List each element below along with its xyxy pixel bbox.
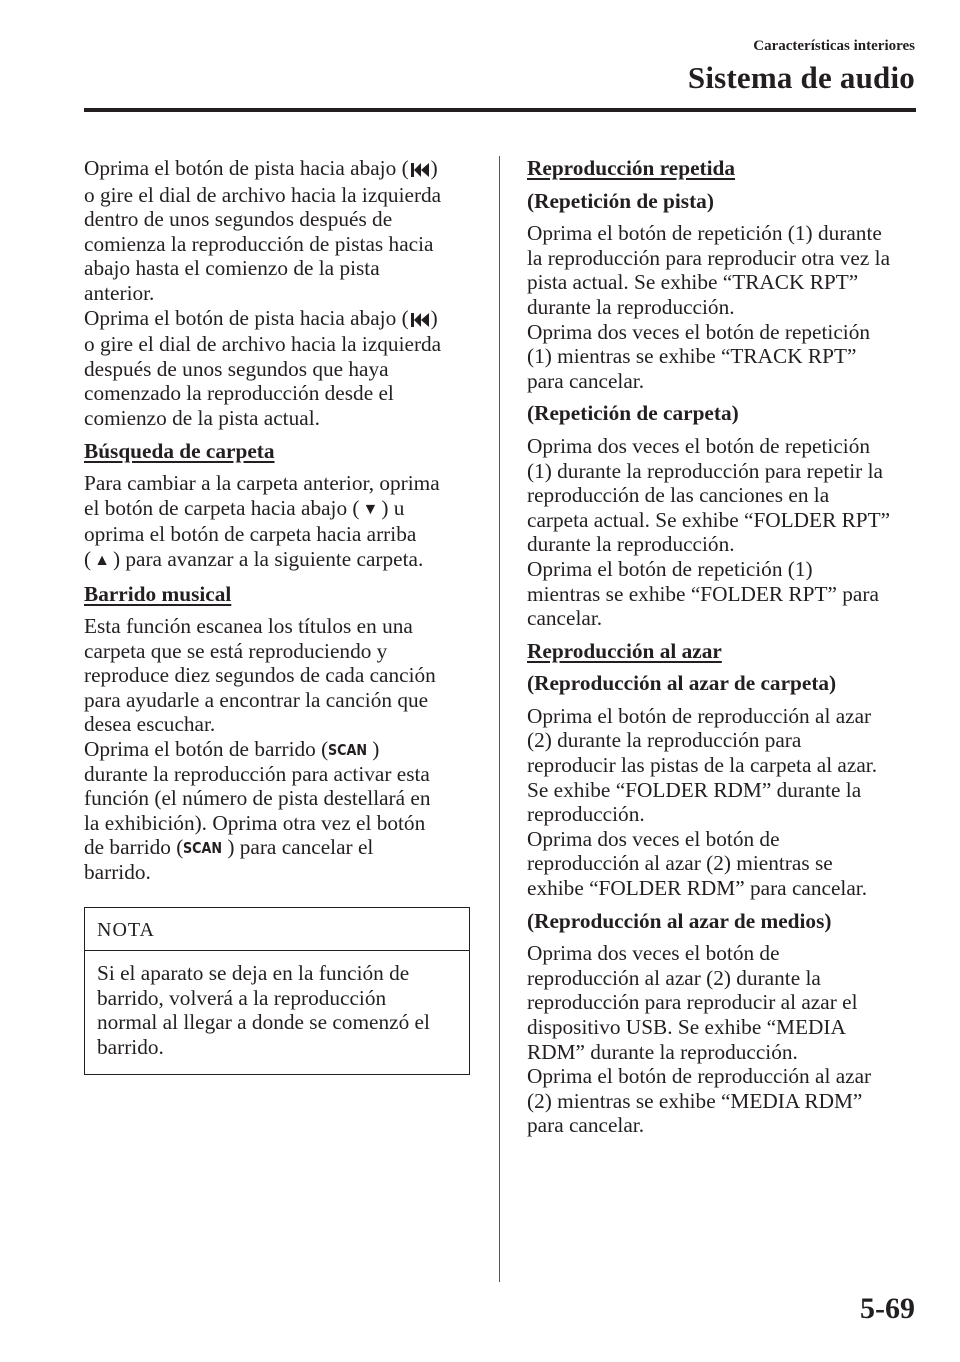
text-line: comenzado la reproducción desde el	[84, 381, 394, 406]
text-line: (2) mientras se exhibe “MEDIA RDM”	[527, 1088, 863, 1113]
text-line: Oprima dos veces el botón de repetición	[527, 433, 871, 458]
text-line: durante la reproducción.	[527, 532, 735, 557]
scan-icon: SCAN	[328, 741, 368, 760]
track-repeat-heading: (Repetición de pista)	[527, 188, 714, 213]
text-line: exhibe “FOLDER RDM” para cancelar.	[527, 876, 868, 901]
text-line: Oprima dos veces el botón de	[527, 826, 780, 851]
text-line: función (el número de pista destellará en	[84, 786, 431, 811]
folder-up-icon: ▲	[94, 551, 110, 569]
text-line: dispositivo USB. Se exhibe “MEDIA	[527, 1015, 846, 1039]
media-random-heading: (Reproducción al azar de medios)	[527, 908, 832, 933]
text-line: el botón de carpeta hacia abajo ( ▼ ) u	[84, 496, 474, 523]
text-line: reproduce diez segundos de cada canción	[84, 663, 436, 688]
scan-heading: Barrido musical	[84, 581, 232, 606]
text-line: para cancelar.	[527, 1113, 645, 1138]
text-line: barrido, volverá a la reproducción	[97, 985, 387, 1010]
folder-search-paragraph	[84, 471, 474, 573]
left-column	[84, 156, 474, 1075]
folder-repeat-paragraph	[527, 434, 927, 631]
track-down-icon	[411, 158, 429, 183]
media-random-paragraph	[527, 941, 927, 1138]
text-line: reproducción al azar (2) mientras se	[527, 851, 833, 876]
text-line: barrido.	[97, 1035, 164, 1059]
text-line: Oprima dos veces el botón de	[527, 941, 780, 966]
repeat-heading: Reproducción repetida	[527, 156, 736, 180]
folder-search-heading: Búsqueda de carpeta	[84, 438, 275, 463]
header-title: Sistema de audio	[687, 60, 915, 95]
text-line: durante la reproducción para activar esta	[84, 761, 430, 786]
header-rule	[84, 108, 916, 112]
text-line: normal al llegar a donde se comenzó el	[97, 1010, 430, 1035]
text-line: después de unos segundos que haya	[84, 356, 389, 381]
right-column	[527, 156, 927, 1146]
text-line: Oprima el botón de pista hacia abajo ( )	[84, 156, 474, 183]
text-line: Oprima el botón de repetición (1)	[527, 556, 813, 581]
track-repeat-paragraph	[527, 221, 927, 393]
text-line: o gire el dial de archivo hacia la izquierda	[84, 332, 442, 357]
text-line: (2) durante la reproducción para	[527, 728, 802, 753]
page-number: 5-69	[860, 1292, 915, 1325]
note-box	[84, 907, 470, 1075]
scan-icon: SCAN	[183, 839, 223, 858]
text-line: la exhibición). Oprima otra vez el botón	[84, 810, 426, 835]
text-line: abajo hasta el comienzo de la pista	[84, 256, 380, 281]
folder-repeat-heading: (Repetición de carpeta)	[527, 401, 739, 426]
text-line: oprima el botón de carpeta hacia arriba	[84, 522, 417, 547]
text-line: anterior.	[84, 280, 155, 305]
note-title: NOTA	[85, 908, 469, 952]
text-line: para ayudarle a encontrar la canción que	[84, 687, 429, 712]
text-line: pista actual. Se exhibe “TRACK RPT”	[527, 270, 859, 295]
text-line: reproducción para reproducir al azar el	[527, 990, 858, 1015]
folder-random-paragraph	[527, 704, 927, 901]
text-line: (1) durante la reproducción para repetir la	[527, 458, 883, 483]
text-line: o gire el dial de archivo hacia la izquierda	[84, 182, 442, 207]
text-line: reproducción al azar (2) durante la	[527, 965, 821, 990]
text-line: reproducir las pistas de la carpeta al azar.	[527, 753, 878, 778]
text-line: Oprima el botón de pista hacia abajo ( )	[84, 306, 474, 333]
header-section-label: Características interiores	[753, 38, 915, 54]
folder-down-icon: ▼	[362, 500, 379, 518]
text-line: comienza la reproducción de pistas hacia	[84, 231, 434, 256]
text-line: Oprima el botón de reproducción al azar	[527, 1064, 872, 1089]
column-divider	[499, 156, 500, 1282]
text-line: barrido.	[84, 860, 151, 885]
text-line: carpeta actual. Se exhibe “FOLDER RPT”	[527, 507, 891, 532]
text-line: de barrido (SCAN ) para cancelar el	[84, 835, 374, 860]
text-line: Se exhibe “FOLDER RDM” durante la	[527, 777, 862, 802]
text-line: mientras se exhibe “FOLDER RPT” para	[527, 581, 879, 606]
text-line: cancelar.	[527, 606, 603, 631]
text-line: Oprima el botón de reproducción al azar	[527, 703, 872, 728]
text-line: carpeta que se está reproduciendo y	[84, 638, 388, 663]
text-line: Si el aparato se deja en la función de	[97, 961, 410, 986]
text-line: reproducción de las canciones en la	[527, 483, 830, 508]
folder-random-heading: (Reproducción al azar de carpeta)	[527, 671, 837, 696]
intro-paragraph	[84, 156, 474, 431]
text-line: Oprima dos veces el botón de repetición	[527, 319, 871, 344]
text-line: (1) mientras se exhibe “TRACK RPT”	[527, 344, 857, 369]
text-line: ( ▲ ) para avanzar a la siguiente carpeta.	[84, 547, 474, 574]
text-line: RDM” durante la reproducción.	[527, 1039, 798, 1064]
text-line: Oprima el botón de barrido (SCAN )	[84, 737, 380, 762]
text-line: Esta función escanea los títulos en una	[84, 614, 413, 639]
text-line: Oprima el botón de repetición (1) durante	[527, 221, 882, 246]
track-down-icon	[411, 308, 429, 333]
text-line: Para cambiar a la carpeta anterior, oprima	[84, 471, 440, 496]
scan-paragraph	[84, 614, 474, 885]
text-line: para cancelar.	[527, 368, 645, 393]
text-line: reproducción.	[527, 802, 645, 827]
text-line: dentro de unos segundos después de	[84, 207, 393, 232]
text-line: desea escuchar.	[84, 712, 216, 737]
text-line: la reproducción para reproducir otra vez la	[527, 245, 891, 270]
note-body	[85, 951, 469, 1073]
text-line: comienzo de la pista actual.	[84, 405, 320, 430]
random-heading: Reproducción al azar	[527, 638, 722, 663]
text-line: durante la reproducción.	[527, 294, 735, 319]
